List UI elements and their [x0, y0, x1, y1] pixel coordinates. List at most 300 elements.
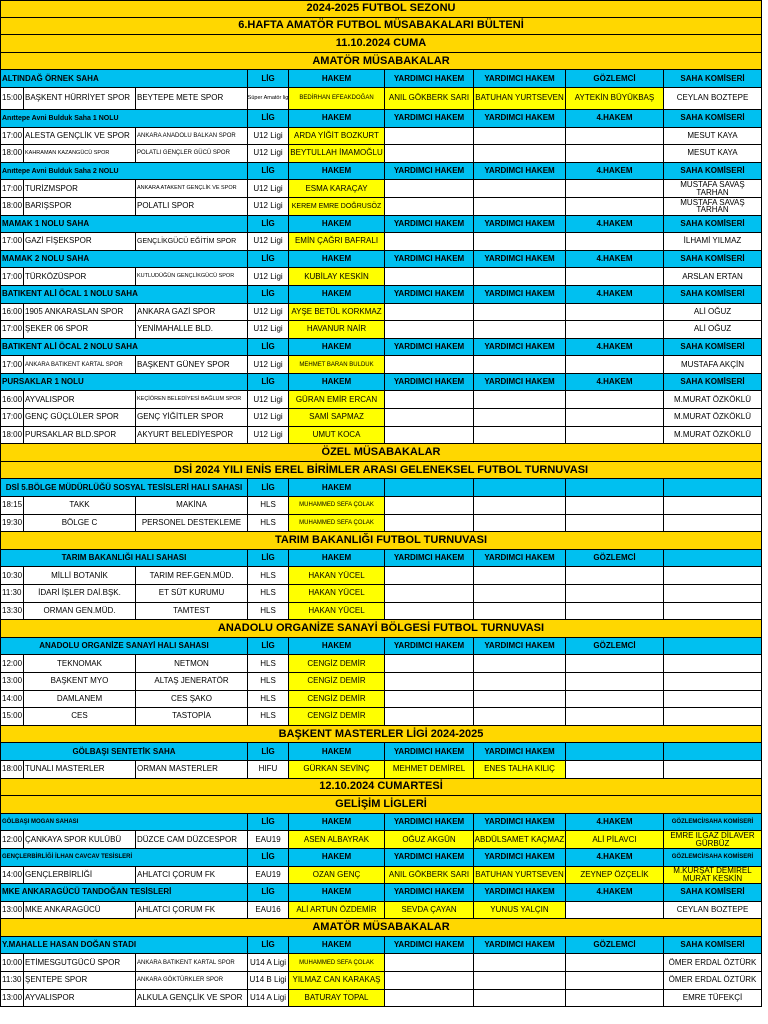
venue-header-row — [0, 849, 762, 867]
assistant-2-cell — [474, 655, 566, 673]
away-team-cell: BAŞKENT GÜNEY SPOR — [136, 356, 248, 374]
assistant-2-header: YARDIMCI HAKEM — [474, 849, 566, 867]
venue-cell: PURSAKLAR 1 NOLU — [0, 374, 248, 392]
assistant-1-cell — [385, 585, 474, 603]
commissioner-cell — [664, 708, 762, 726]
commissioner-header: SAHA KOMİSERİ — [664, 884, 762, 902]
official-header — [566, 743, 664, 761]
match-row — [0, 145, 762, 163]
referee-cell: HAKAN YÜCEL — [289, 567, 385, 585]
referee-header: HAKEM — [289, 937, 385, 955]
time-cell: 14:00 — [0, 691, 24, 709]
assistant-1-cell — [385, 427, 474, 445]
commissioner-cell — [664, 567, 762, 585]
assistant-1-header: YARDIMCI HAKEM — [385, 550, 474, 568]
venue-header-row — [0, 743, 762, 761]
assistant-1-cell — [385, 497, 474, 515]
away-team-cell: TASTOPİA — [136, 708, 248, 726]
section-title: TARIM BAKANLIĞI FUTBOL TURNUVASI — [0, 532, 762, 550]
referee-cell: SAMİ SAPMAZ — [289, 409, 385, 427]
referee-header: HAKEM — [289, 849, 385, 867]
section-title: AMATÖR MÜSABAKALAR — [0, 919, 762, 937]
league-header: LİG — [248, 163, 289, 181]
fourth-official-cell — [566, 356, 664, 374]
assistant-1-cell: MEHMET DEMİREL — [385, 761, 474, 779]
venue-cell: BATIKENT ALİ ÖCAL 2 NOLU SAHA — [0, 339, 248, 357]
commissioner-header: SAHA KOMİSERİ — [664, 251, 762, 269]
commissioner-cell: EMRE TÜFEKÇİ — [664, 990, 762, 1008]
venue-header-row — [0, 937, 762, 955]
league-cell: U12 Ligi — [248, 128, 289, 146]
home-team-cell: ÇANKAYA SPOR KULÜBÜ — [24, 831, 136, 849]
venue-header-row — [0, 251, 762, 269]
referee-cell: GÜRKAN SEVİNÇ — [289, 761, 385, 779]
match-row — [0, 972, 762, 990]
away-team-cell: CES ŞAKO — [136, 691, 248, 709]
section-title: 12.10.2024 CUMARTESİ — [0, 779, 762, 797]
commissioner-header — [664, 479, 762, 497]
assistant-1-header: YARDIMCI HAKEM — [385, 743, 474, 761]
venue-header-row — [0, 479, 762, 497]
official-header — [566, 479, 664, 497]
venue-header-row — [0, 638, 762, 656]
league-cell: HIFU — [248, 761, 289, 779]
section-title: ÖZEL MÜSABAKALAR — [0, 444, 762, 462]
home-team-cell: BÖLGE C — [24, 515, 136, 533]
home-team-cell: ALESTA GENÇLİK VE SPOR — [24, 128, 136, 146]
assistant-1-cell — [385, 673, 474, 691]
match-row — [0, 409, 762, 427]
referee-cell: CENGİZ DEMİR — [289, 708, 385, 726]
match-row — [0, 867, 762, 885]
time-cell: 13:30 — [0, 603, 24, 621]
away-team-cell: AHLATCI ÇORUM FK — [136, 867, 248, 885]
assistant-2-header: YARDIMCI HAKEM — [474, 251, 566, 269]
commissioner-header — [664, 550, 762, 568]
away-team-cell: GENÇLİKGÜCÜ EĞİTİM SPOR — [136, 233, 248, 251]
commissioner-cell: M.KURŞAT DEMİREL MURAT KESKİN — [664, 867, 762, 885]
home-team-cell: BARIŞSPOR — [24, 198, 136, 216]
assistant-2-cell — [474, 180, 566, 198]
section-title-row — [0, 620, 762, 638]
section-title-row — [0, 444, 762, 462]
referee-cell: ALİ ARTUN ÖZDEMİR — [289, 902, 385, 920]
fourth-official-cell — [566, 321, 664, 339]
commissioner-header: SAHA KOMİSERİ — [664, 163, 762, 181]
venue-cell: ALTINDAĞ ÖRNEK SAHA — [0, 70, 248, 88]
official-header: GÖZLEMCİ — [566, 638, 664, 656]
assistant-1-cell — [385, 356, 474, 374]
league-cell: U12 Ligi — [248, 180, 289, 198]
assistant-2-header: YARDIMCI HAKEM — [474, 163, 566, 181]
away-team-cell: BEYTEPE METE SPOR — [136, 88, 248, 110]
time-cell: 18:00 — [0, 145, 24, 163]
referee-cell: EMİN ÇAĞRI BAFRALI — [289, 233, 385, 251]
time-cell: 19:30 — [0, 515, 24, 533]
commissioner-cell: MUSTAFA AKÇİN — [664, 356, 762, 374]
league-header: LİG — [248, 216, 289, 234]
away-team-cell: ANKARA GAZİ SPOR — [136, 304, 248, 322]
fourth-official-cell — [566, 268, 664, 286]
fourth-official-cell — [566, 515, 664, 533]
league-header: LİG — [248, 937, 289, 955]
match-row — [0, 427, 762, 445]
time-cell: 17:00 — [0, 233, 24, 251]
assistant-1-cell — [385, 567, 474, 585]
section-title-row — [0, 726, 762, 744]
league-cell: U12 Ligi — [248, 304, 289, 322]
venue-header-row — [0, 216, 762, 234]
commissioner-header: SAHA KOMİSERİ — [664, 110, 762, 128]
commissioner-header: SAHA KOMİSERİ — [664, 286, 762, 304]
commissioner-cell — [664, 515, 762, 533]
assistant-2-cell — [474, 497, 566, 515]
venue-cell: BATIKENT ALİ ÖCAL 1 NOLU SAHA — [0, 286, 248, 304]
referee-cell: ARDA YİĞİT BOZKURT — [289, 128, 385, 146]
referee-header: HAKEM — [289, 638, 385, 656]
official-header: 4.HAKEM — [566, 110, 664, 128]
venue-cell: TARIM BAKANLIĞI HALI SAHASI — [0, 550, 248, 568]
commissioner-cell: MUSTAFA SAVAŞ TARHAN — [664, 198, 762, 216]
assistant-1-header: YARDIMCI HAKEM — [385, 339, 474, 357]
assistant-1-cell — [385, 954, 474, 972]
referee-cell: HAVANUR NAİR — [289, 321, 385, 339]
assistant-2-header: YARDIMCI HAKEM — [474, 286, 566, 304]
home-team-cell: AYVALISPOR — [24, 990, 136, 1008]
commissioner-cell — [664, 691, 762, 709]
official-header: 4.HAKEM — [566, 849, 664, 867]
time-cell: 17:00 — [0, 356, 24, 374]
fourth-official-cell — [566, 691, 664, 709]
referee-cell: MUHAMMED SEFA ÇOLAK — [289, 497, 385, 515]
assistant-1-cell — [385, 603, 474, 621]
commissioner-cell: MESUT KAYA — [664, 128, 762, 146]
referee-cell: AYŞE BETÜL KORKMAZ — [289, 304, 385, 322]
assistant-1-header: YARDIMCI HAKEM — [385, 110, 474, 128]
assistant-1-header: YARDIMCI HAKEM — [385, 286, 474, 304]
away-team-cell: POLATLI GENÇLER GÜCÜ SPOR — [136, 145, 248, 163]
assistant-2-header: YARDIMCI HAKEM — [474, 550, 566, 568]
assistant-2-cell — [474, 427, 566, 445]
referee-header: HAKEM — [289, 479, 385, 497]
away-team-cell: POLATLI SPOR — [136, 198, 248, 216]
time-cell: 13:00 — [0, 902, 24, 920]
assistant-2-cell — [474, 391, 566, 409]
league-cell: Süper Amatör lig — [248, 88, 289, 110]
away-team-cell: NETMON — [136, 655, 248, 673]
assistant-1-cell — [385, 708, 474, 726]
league-header: LİG — [248, 110, 289, 128]
away-team-cell: ET SÜT KURUMU — [136, 585, 248, 603]
home-team-cell: GAZİ FİŞEKSPOR — [24, 233, 136, 251]
assistant-2-header — [474, 479, 566, 497]
time-cell: 18:00 — [0, 198, 24, 216]
fourth-official-cell — [566, 972, 664, 990]
league-cell: HLS — [248, 708, 289, 726]
time-cell: 18:00 — [0, 761, 24, 779]
referee-cell: ASEN ALBAYRAK — [289, 831, 385, 849]
match-row — [0, 515, 762, 533]
away-team-cell: ALTAŞ JENERATÖR — [136, 673, 248, 691]
away-team-cell: ALKULA GENÇLİK VE SPOR — [136, 990, 248, 1008]
assistant-2-cell — [474, 972, 566, 990]
assistant-2-cell — [474, 356, 566, 374]
home-team-cell: TEKNOMAK — [24, 655, 136, 673]
assistant-1-header: YARDIMCI HAKEM — [385, 814, 474, 832]
away-team-cell: GENÇ YİĞİTLER SPOR — [136, 409, 248, 427]
league-cell: U12 Ligi — [248, 233, 289, 251]
fourth-official-cell — [566, 409, 664, 427]
assistant-1-cell — [385, 321, 474, 339]
away-team-cell: ANKARA ANADOLU BALKAN SPOR — [136, 128, 248, 146]
assistant-2-cell — [474, 198, 566, 216]
referee-cell: KEREM EMRE DOĞRUSÖZ — [289, 198, 385, 216]
fourth-official-cell — [566, 954, 664, 972]
commissioner-cell: ÖMER ERDAL ÖZTÜRK — [664, 954, 762, 972]
assistant-2-cell — [474, 990, 566, 1008]
assistant-1-cell: OĞUZ AKGÜN — [385, 831, 474, 849]
assistant-1-cell — [385, 268, 474, 286]
assistant-2-header: YARDIMCI HAKEM — [474, 216, 566, 234]
official-header: GÖZLEMCİ — [566, 70, 664, 88]
league-header: LİG — [248, 743, 289, 761]
referee-cell: UMUT KOCA — [289, 427, 385, 445]
commissioner-cell: CEYLAN BOZTEPE — [664, 902, 762, 920]
referee-cell: BEDİRHAN EFEAKDOĞAN — [289, 88, 385, 110]
assistant-2-cell — [474, 585, 566, 603]
league-header: LİG — [248, 814, 289, 832]
assistant-2-cell — [474, 567, 566, 585]
match-row — [0, 356, 762, 374]
league-cell: HLS — [248, 691, 289, 709]
home-team-cell: CES — [24, 708, 136, 726]
time-cell: 15:00 — [0, 88, 24, 110]
away-team-cell: YENİMAHALLE BLD. — [136, 321, 248, 339]
assistant-1-cell — [385, 515, 474, 533]
official-header: 4.HAKEM — [566, 251, 664, 269]
official-header: 4.HAKEM — [566, 884, 664, 902]
section-title-row — [0, 18, 762, 36]
home-team-cell: AYVALISPOR — [24, 391, 136, 409]
official-header: 4.HAKEM — [566, 374, 664, 392]
referee-cell: ESMA KARAÇAY — [289, 180, 385, 198]
assistant-1-cell — [385, 409, 474, 427]
fourth-official-cell — [566, 673, 664, 691]
assistant-1-cell — [385, 180, 474, 198]
official-header: 4.HAKEM — [566, 286, 664, 304]
home-team-cell: GENÇ GÜÇLÜLER SPOR — [24, 409, 136, 427]
fourth-official-cell: ALİ PİLAVCI — [566, 831, 664, 849]
fourth-official-cell — [566, 145, 664, 163]
referee-header: HAKEM — [289, 251, 385, 269]
referee-header: HAKEM — [289, 743, 385, 761]
commissioner-cell — [664, 673, 762, 691]
assistant-2-cell — [474, 515, 566, 533]
time-cell: 16:00 — [0, 304, 24, 322]
home-team-cell: ORMAN GEN.MÜD. — [24, 603, 136, 621]
time-cell: 18:15 — [0, 497, 24, 515]
commissioner-cell: ALİ OĞUZ — [664, 304, 762, 322]
match-row — [0, 88, 762, 110]
assistant-2-header: YARDIMCI HAKEM — [474, 884, 566, 902]
section-title: 2024-2025 FUTBOL SEZONU — [0, 0, 762, 18]
time-cell: 17:00 — [0, 409, 24, 427]
time-cell: 15:00 — [0, 708, 24, 726]
home-team-cell: BAŞKENT MYO — [24, 673, 136, 691]
match-row — [0, 761, 762, 779]
referee-header: HAKEM — [289, 163, 385, 181]
venue-header-row — [0, 163, 762, 181]
section-title: BAŞKENT MASTERLER LİGİ 2024-2025 — [0, 726, 762, 744]
match-row — [0, 268, 762, 286]
section-title-row — [0, 462, 762, 480]
assistant-1-cell — [385, 128, 474, 146]
time-cell: 16:00 — [0, 391, 24, 409]
fourth-official-cell — [566, 198, 664, 216]
assistant-1-header: YARDIMCI HAKEM — [385, 937, 474, 955]
assistant-2-header: YARDIMCI HAKEM — [474, 70, 566, 88]
away-team-cell: KUTLUDÜĞÜN GENÇLİKGÜCÜ SPOR — [136, 268, 248, 286]
league-cell: U14 B Ligi — [248, 972, 289, 990]
commissioner-cell: M.MURAT ÖZKÖKLÜ — [664, 391, 762, 409]
match-row — [0, 603, 762, 621]
assistant-2-cell — [474, 691, 566, 709]
time-cell: 17:00 — [0, 321, 24, 339]
match-row — [0, 831, 762, 849]
official-header: GÖZLEMCİ — [566, 550, 664, 568]
match-row — [0, 990, 762, 1008]
venue-cell: MAMAK 1 NOLU SAHA — [0, 216, 248, 234]
fourth-official-cell — [566, 990, 664, 1008]
commissioner-cell — [664, 655, 762, 673]
league-header: LİG — [248, 884, 289, 902]
official-header: GÖZLEMCİ — [566, 937, 664, 955]
match-row — [0, 391, 762, 409]
commissioner-cell — [664, 603, 762, 621]
fourth-official-cell: ZEYNEP ÖZÇELİK — [566, 867, 664, 885]
match-row — [0, 902, 762, 920]
assistant-1-header: YARDIMCI HAKEM — [385, 374, 474, 392]
time-cell: 10:00 — [0, 954, 24, 972]
away-team-cell: AKYURT BELEDİYESPOR — [136, 427, 248, 445]
match-row — [0, 321, 762, 339]
commissioner-cell: ÖMER ERDAL ÖZTÜRK — [664, 972, 762, 990]
venue-header-row — [0, 339, 762, 357]
league-cell: HLS — [248, 655, 289, 673]
assistant-1-header — [385, 479, 474, 497]
league-cell: U12 Ligi — [248, 145, 289, 163]
fourth-official-cell — [566, 497, 664, 515]
away-team-cell: ORMAN MASTERLER — [136, 761, 248, 779]
commissioner-cell: MESUT KAYA — [664, 145, 762, 163]
assistant-1-cell — [385, 655, 474, 673]
assistant-1-header: YARDIMCI HAKEM — [385, 251, 474, 269]
assistant-1-cell: ANIL GÖKBERK SARI — [385, 867, 474, 885]
venue-header-row — [0, 884, 762, 902]
home-team-cell: TURİZMSPOR — [24, 180, 136, 198]
assistant-1-cell — [385, 304, 474, 322]
home-team-cell: MKE ANKARAGÜCÜ — [24, 902, 136, 920]
match-row — [0, 708, 762, 726]
fourth-official-cell — [566, 761, 664, 779]
assistant-2-cell — [474, 708, 566, 726]
assistant-2-cell — [474, 145, 566, 163]
assistant-2-cell — [474, 233, 566, 251]
assistant-1-header: YARDIMCI HAKEM — [385, 638, 474, 656]
away-team-cell: DÜZCE CAM DÜZCESPOR — [136, 831, 248, 849]
commissioner-header: GÖZLEMCİ/SAHA KOMİSERİ — [664, 849, 762, 867]
assistant-2-cell: ENES TALHA KILIÇ — [474, 761, 566, 779]
time-cell: 12:00 — [0, 831, 24, 849]
commissioner-cell: ALİ OĞUZ — [664, 321, 762, 339]
assistant-2-header: YARDIMCI HAKEM — [474, 110, 566, 128]
official-header: 4.HAKEM — [566, 216, 664, 234]
fourth-official-cell — [566, 128, 664, 146]
league-cell: HLS — [248, 497, 289, 515]
assistant-2-cell: BATUHAN YURTSEVEN — [474, 867, 566, 885]
referee-header: HAKEM — [289, 550, 385, 568]
venue-cell: GENÇLERBİRLİĞİ İLHAN CAVCAV TESİSLERİ — [0, 849, 248, 867]
home-team-cell: DAMLANEM — [24, 691, 136, 709]
away-team-cell: ANKARA ATAKENT GENÇLİK VE SPOR — [136, 180, 248, 198]
match-row — [0, 585, 762, 603]
assistant-2-header: YARDIMCI HAKEM — [474, 638, 566, 656]
referee-cell: MEHMET BARAN BULDUK — [289, 356, 385, 374]
commissioner-header: SAHA KOMİSERİ — [664, 339, 762, 357]
league-header: LİG — [248, 251, 289, 269]
match-row — [0, 673, 762, 691]
time-cell: 13:00 — [0, 990, 24, 1008]
match-row — [0, 198, 762, 216]
official-header: 4.HAKEM — [566, 339, 664, 357]
home-team-cell: 1905 ANKARASLAN SPOR — [24, 304, 136, 322]
match-row — [0, 954, 762, 972]
commissioner-header: SAHA KOMİSERİ — [664, 216, 762, 234]
home-team-cell: PURSAKLAR BLD.SPOR — [24, 427, 136, 445]
referee-cell: MUHAMMED SEFA ÇOLAK — [289, 954, 385, 972]
time-cell: 11:30 — [0, 972, 24, 990]
venue-cell: Anıttepe Avni Bulduk Saha 2 NOLU — [0, 163, 248, 181]
league-cell: U12 Ligi — [248, 268, 289, 286]
referee-header: HAKEM — [289, 814, 385, 832]
match-row — [0, 180, 762, 198]
assistant-1-cell — [385, 391, 474, 409]
referee-cell: GÜRAN EMİR ERCAN — [289, 391, 385, 409]
assistant-2-cell — [474, 409, 566, 427]
assistant-2-cell — [474, 603, 566, 621]
assistant-1-header: YARDIMCI HAKEM — [385, 216, 474, 234]
venue-header-row — [0, 550, 762, 568]
away-team-cell: MAKİNA — [136, 497, 248, 515]
home-team-cell: TAKK — [24, 497, 136, 515]
commissioner-cell: M.MURAT ÖZKÖKLÜ — [664, 409, 762, 427]
league-header: LİG — [248, 638, 289, 656]
league-header: LİG — [248, 374, 289, 392]
assistant-2-header: YARDIMCI HAKEM — [474, 339, 566, 357]
assistant-1-cell — [385, 972, 474, 990]
venue-cell: MKE ANKARAGÜCÜ TANDOĞAN TESİSLERİ — [0, 884, 248, 902]
home-team-cell: İDARİ İŞLER DAİ.BŞK. — [24, 585, 136, 603]
match-row — [0, 233, 762, 251]
away-team-cell: PERSONEL DESTEKLEME — [136, 515, 248, 533]
referee-cell: HAKAN YÜCEL — [289, 603, 385, 621]
referee-header: HAKEM — [289, 216, 385, 234]
section-title: GELİŞİM LİGLERİ — [0, 796, 762, 814]
fourth-official-cell — [566, 603, 664, 621]
fourth-official-cell — [566, 708, 664, 726]
assistant-2-cell: BATUHAN YURTSEVEN — [474, 88, 566, 110]
home-team-cell: KAHRAMAN KAZANGÜCÜ SPOR — [24, 145, 136, 163]
